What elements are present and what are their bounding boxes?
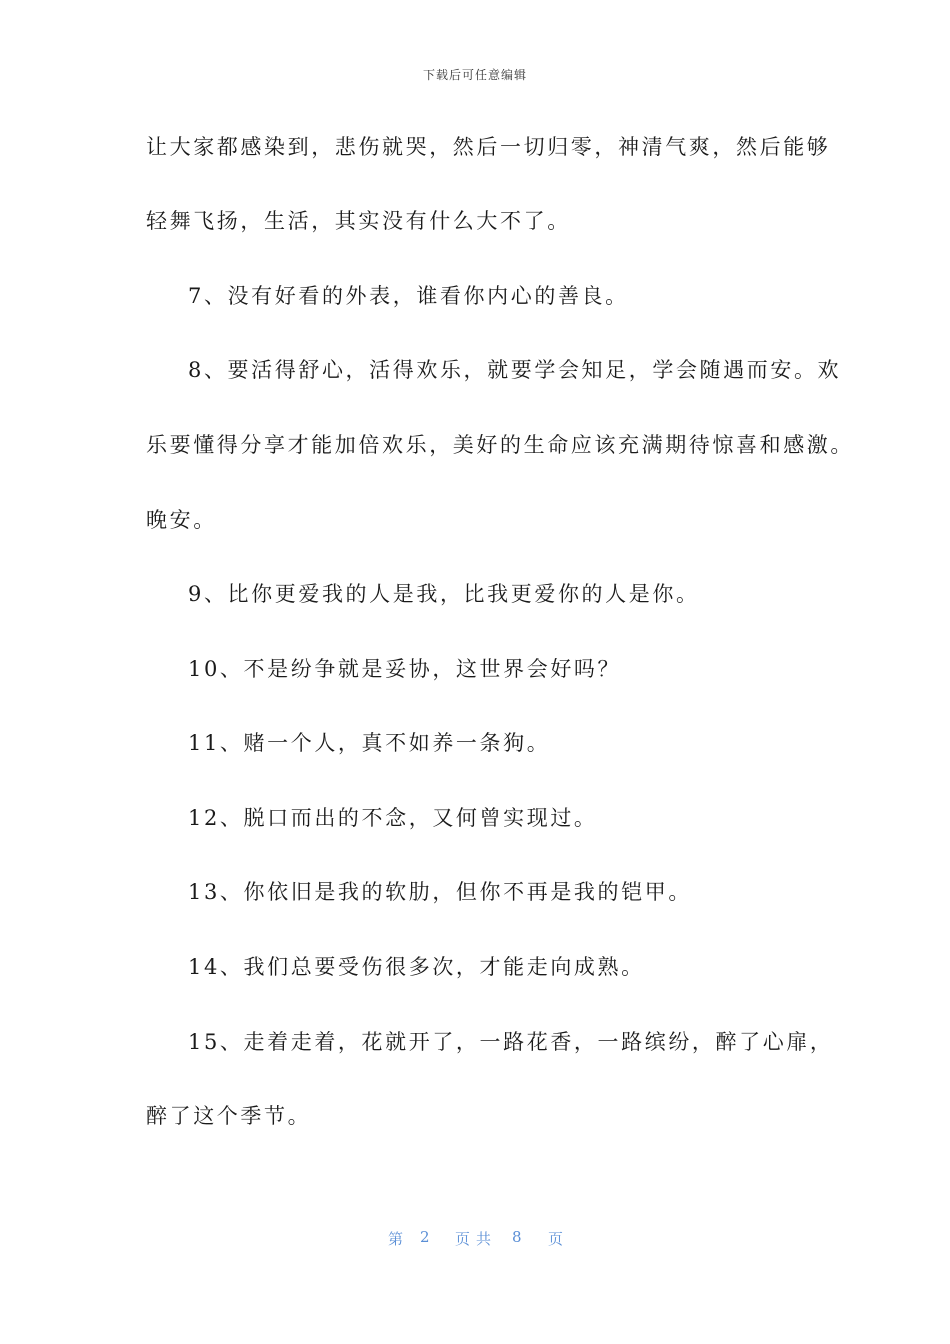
text-line: 让大家都感染到，悲伤就哭，然后一切归零，神清气爽，然后能够 xyxy=(146,135,831,159)
list-item-15: 15、走着走着，花就开了，一路花香，一路缤纷，醉了心扉， xyxy=(188,1030,834,1054)
footer-middle: 页共 xyxy=(455,1230,498,1248)
header-note: 下载后可任意编辑 xyxy=(422,68,527,82)
list-item-14: 14、我们总要受伤很多次，才能走向成熟。 xyxy=(188,955,645,979)
list-item-13: 13、你依旧是我的软肋，但你不再是我的铠甲。 xyxy=(188,880,692,904)
footer-prefix: 第 xyxy=(388,1230,404,1248)
page-number-current: 2 xyxy=(420,1228,430,1246)
text-line: 乐要懂得分享才能加倍欢乐，美好的生命应该充满期待惊喜和感激。 xyxy=(146,433,854,457)
page-footer xyxy=(0,1228,950,1252)
footer-suffix: 页 xyxy=(548,1230,564,1248)
text-line: 轻舞飞扬，生活，其实没有什么大不了。 xyxy=(146,209,571,233)
text-line: 晚安。 xyxy=(146,508,217,532)
text-line: 醉了这个季节。 xyxy=(146,1104,312,1128)
list-item-9: 9、比你更爱我的人是我，比我更爱你的人是你。 xyxy=(188,582,700,606)
list-item-10: 10、不是纷争就是妥协，这世界会好吗？ xyxy=(188,657,622,681)
list-item-7: 7、没有好看的外表，谁看你内心的善良。 xyxy=(188,284,629,308)
list-item-11: 11、赌一个人，真不如养一条狗。 xyxy=(188,731,551,755)
list-item-12: 12、脱口而出的不念，又何曾实现过。 xyxy=(188,806,598,830)
page-number-total: 8 xyxy=(512,1228,522,1246)
list-item-8: 8、要活得舒心，活得欢乐，就要学会知足，学会随遇而安。欢 xyxy=(188,358,842,382)
